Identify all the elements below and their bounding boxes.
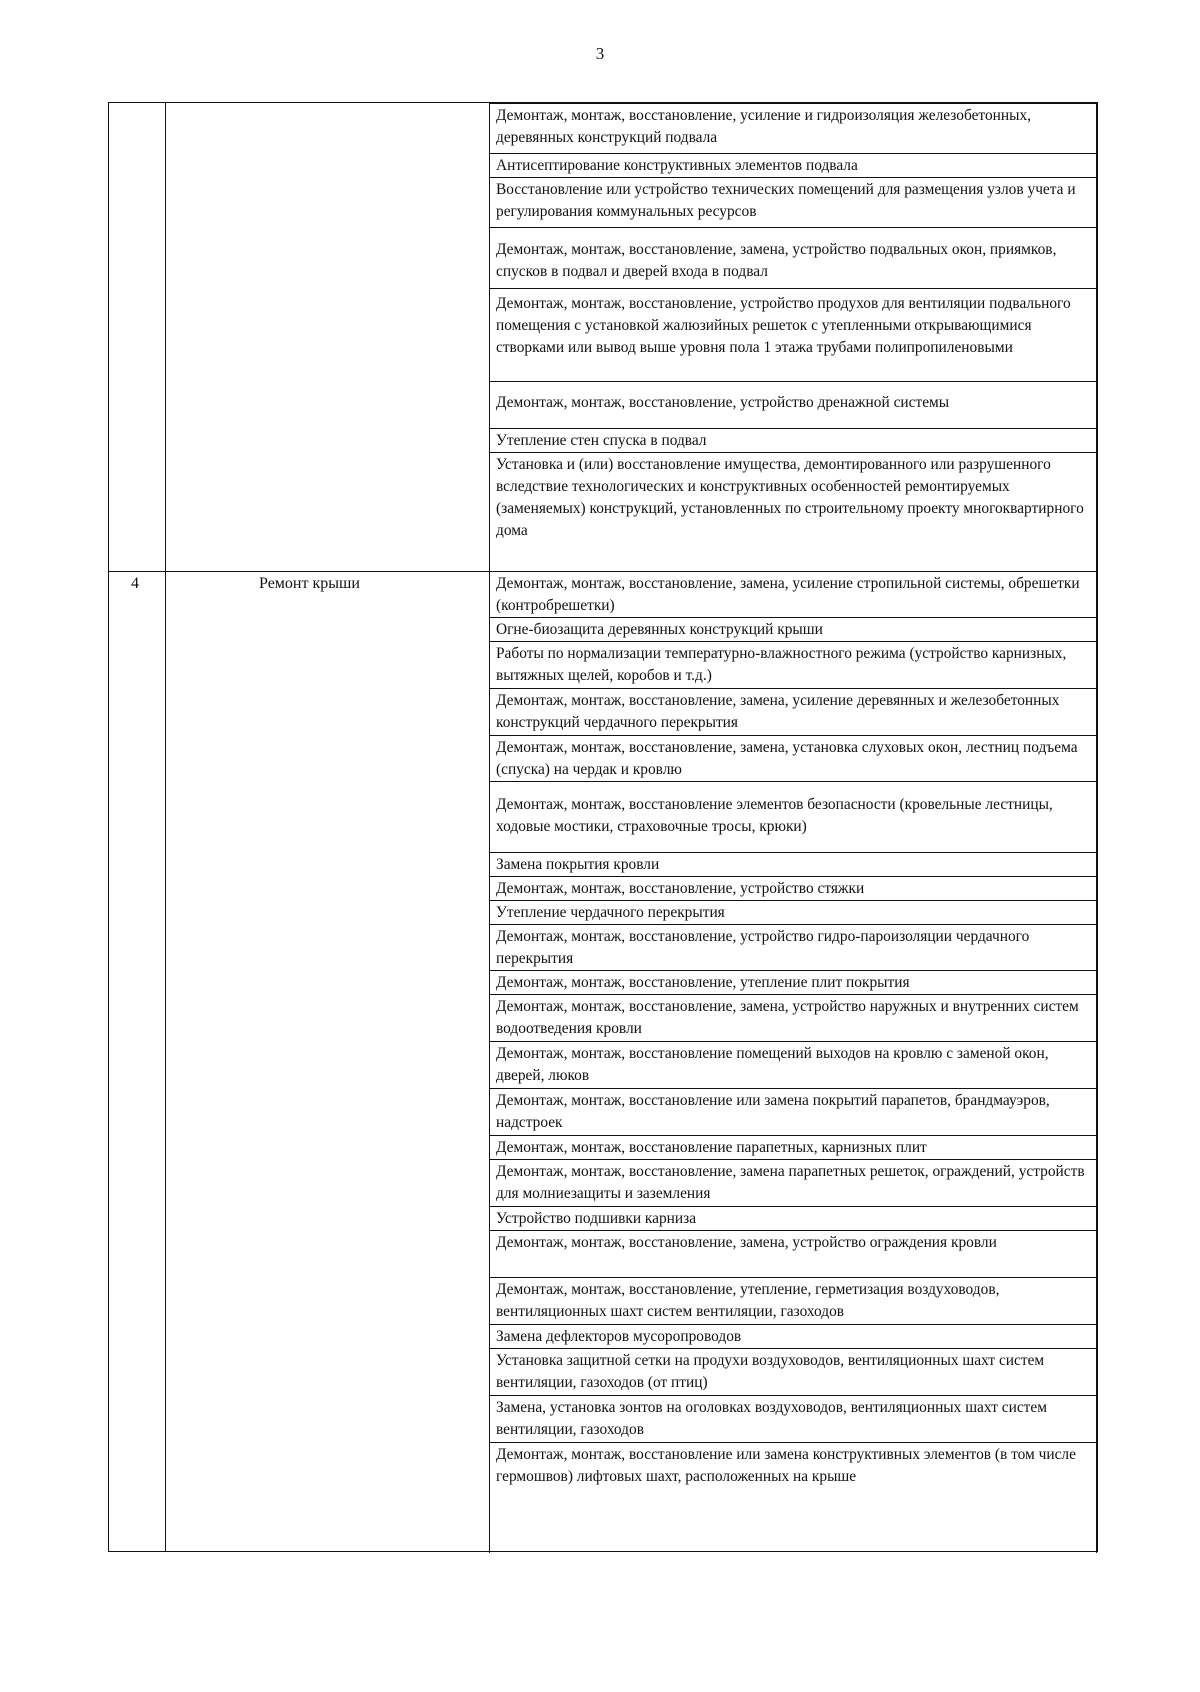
- table-row: Восстановление или устройство технических помещений для размещения узлов учета и регулирования коммунальных ресурсов: [489, 177, 1097, 228]
- table-row: Демонтаж, монтаж, восстановление, замена, установка слуховых окон, лестниц подъема (спуска) на чердак и кровлю: [489, 735, 1097, 782]
- section-number: 4: [131, 575, 139, 592]
- table-row: Замена, установка зонтов на оголовках воздуховодов, вентиляционных шахт систем вентиляции, газоходов: [489, 1395, 1097, 1443]
- table-row: Утепление чердачного перекрытия: [489, 900, 1097, 925]
- table-row: Демонтаж, монтаж, восстановление, замена, усиление стропильной системы, обрешетки (контробрешетки): [489, 571, 1097, 618]
- page-number: 3: [595, 44, 605, 63]
- table-row: Демонтаж, монтаж, восстановление, устройство гидро-пароизоляции чердачного перекрытия: [489, 924, 1097, 971]
- table-row: Работы по нормализации температурно-влажностного режима (устройство карнизных, вытяжных щелей, коробов и т.д.): [489, 641, 1097, 689]
- works-table: [108, 102, 1098, 1552]
- table-row: Демонтаж, монтаж, восстановление, замена, устройство подвальных окон, приямков, спусков в подвал и дверей входа в подвал: [489, 227, 1097, 289]
- table-row: Демонтаж, монтаж, восстановление, устройство стяжки: [489, 876, 1097, 901]
- table-row: Демонтаж, монтаж, восстановление элементов безопасности (кровельные лестницы, ходовые мостики, страховочные тросы, крюки): [489, 781, 1097, 853]
- table-row: Демонтаж, монтаж, восстановление или замена покрытий парапетов, брандмауэров, надстроек: [489, 1088, 1097, 1136]
- table-row: Утепление стен спуска в подвал: [489, 428, 1097, 453]
- table-row: Демонтаж, монтаж, восстановление, усиление и гидроизоляция железобетонных, деревянных конструкций подвала: [489, 103, 1097, 154]
- column-divider-number: [165, 103, 166, 1551]
- table-row: Демонтаж, монтаж, восстановление, замена, устройство наружных и внутренних систем водоотведения кровли: [489, 994, 1097, 1042]
- table-row: Устройство подшивки карниза: [489, 1206, 1097, 1231]
- table-row: Демонтаж, монтаж, восстановление, замена, устройство ограждения кровли: [489, 1230, 1097, 1278]
- table-row: Демонтаж, монтаж, восстановление парапетных, карнизных плит: [489, 1135, 1097, 1160]
- table-row: Демонтаж, монтаж, восстановление, утепление плит покрытия: [489, 970, 1097, 995]
- table-row: Демонтаж, монтаж, восстановление, устройство дренажной системы: [489, 381, 1097, 429]
- table-row: Демонтаж, монтаж, восстановление, утепление, герметизация воздуховодов, вентиляционных шахт систем вентиляции, газоходов: [489, 1277, 1097, 1325]
- table-row: Замена дефлекторов мусоропроводов: [489, 1324, 1097, 1349]
- section-name: Ремонт крыши: [259, 575, 360, 592]
- table-row: Установка и (или) восстановление имущества, демонтированного или разрушенного вследствие технологических и конструктивных особенностей ремонтируемых (заменяемых) конструкций, установленных по строительному проекту многоквартирного дома: [489, 452, 1097, 572]
- table-row: Демонтаж, монтаж, восстановление, устройство продухов для вентиляции подвального помещения с установкой жалюзийных решеток с утепленными открывающимися створками или вывод выше уровня пола 1 этажа трубами полипропиленовыми: [489, 288, 1097, 382]
- table-row: Демонтаж, монтаж, восстановление, замена парапетных решеток, ограждений, устройств для молниезащиты и заземления: [489, 1159, 1097, 1207]
- section-divider: [109, 571, 489, 572]
- table-row: Антисептирование конструктивных элементов подвала: [489, 153, 1097, 178]
- table-row: Замена покрытия кровли: [489, 852, 1097, 877]
- table-row: Демонтаж, монтаж, восстановление, замена, усиление деревянных и железобетонных конструкций чердачного перекрытия: [489, 688, 1097, 736]
- table-row: Демонтаж, монтаж, восстановление помещений выходов на кровлю с заменой окон, дверей, люков: [489, 1041, 1097, 1089]
- table-row: Огне-биозащита деревянных конструкций крыши: [489, 617, 1097, 642]
- table-row: Установка защитной сетки на продухи воздуховодов, вентиляционных шахт систем вентиляции, газоходов (от птиц): [489, 1348, 1097, 1396]
- table-row: Демонтаж, монтаж, восстановление или замена конструктивных элементов (в том числе гермошвов) лифтовых шахт, расположенных на крыше: [489, 1442, 1097, 1553]
